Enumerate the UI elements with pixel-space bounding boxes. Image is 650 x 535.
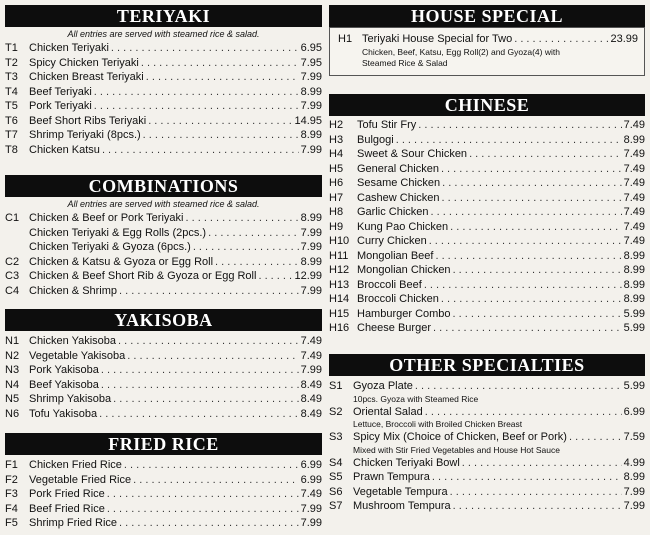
item-price: 8.99 — [300, 212, 322, 224]
item-name: Tofu Stir Fry — [357, 119, 417, 131]
item-name: Beef Short Ribs Teriyaki — [29, 114, 147, 127]
item-price: 7.99 — [623, 485, 645, 498]
item-code: H2 — [329, 119, 344, 131]
item-price: 7.99 — [300, 241, 322, 253]
dot-leader — [193, 240, 299, 255]
item-name: Spicy Mix (Choice of Chicken, Beef or Pork) — [353, 431, 567, 443]
item-code: N1 — [5, 335, 20, 347]
dot-leader — [450, 485, 622, 500]
menu-item-row — [329, 499, 645, 514]
dot-leader — [569, 430, 622, 445]
dot-leader — [453, 307, 622, 322]
item-price: 7.49 — [623, 206, 645, 218]
item-name: Chicken Teriyaki & Gyoza (6pcs.) — [29, 241, 191, 253]
item-list — [5, 41, 322, 157]
item-description: Chicken, Beef, Katsu, Egg Roll(2) and Gyoza(4) with — [362, 46, 560, 57]
item-name: Shrimp Fried Rice — [29, 517, 118, 529]
item-code: S2 — [329, 405, 343, 418]
item-name: Vegetable Fried Rice — [29, 473, 132, 486]
item-list — [329, 379, 645, 514]
menu-item-row — [5, 516, 322, 531]
dot-leader — [462, 456, 622, 471]
item-code: S6 — [329, 485, 343, 498]
item-code: H7 — [329, 191, 344, 204]
item-code: H11 — [329, 249, 349, 262]
item-price: 5.99 — [623, 322, 645, 334]
combinations-section — [5, 175, 322, 298]
item-price: 8.49 — [300, 407, 322, 420]
item-name: Mongolian Chicken — [357, 264, 451, 276]
item-price: 7.99 — [300, 364, 322, 376]
menu-item-row — [5, 240, 322, 255]
item-name: Chicken Teriyaki & Egg Rolls (2pcs.) — [29, 226, 207, 239]
item-price: 7.99 — [300, 284, 322, 297]
item-list — [5, 211, 322, 298]
dot-leader — [119, 516, 299, 531]
item-price: 7.99 — [300, 100, 322, 112]
menu-item-row — [329, 485, 645, 500]
dot-leader — [441, 162, 622, 177]
menu-item-row — [329, 405, 645, 420]
item-name: Teriyaki House Special for Two — [362, 33, 513, 45]
item-name: Oriental Salad — [353, 405, 423, 418]
menu-item-row — [5, 487, 322, 502]
item-code: H5 — [329, 162, 344, 175]
item-name: Kung Pao Chicken — [357, 220, 449, 233]
menu-item-row — [5, 211, 322, 226]
item-name: Mongolian Beef — [357, 249, 434, 262]
menu-item-row — [5, 99, 322, 114]
dot-leader — [107, 487, 299, 502]
menu-item-row — [5, 255, 322, 270]
item-name: Broccoli Chicken — [357, 293, 439, 305]
menu-item-row — [329, 205, 645, 220]
section-title: FRIED RICE — [5, 433, 322, 455]
dot-leader — [450, 220, 621, 235]
section-title: TERIYAKI — [5, 5, 322, 27]
dot-leader — [425, 405, 622, 420]
item-name: Beef Yakisoba — [29, 378, 99, 391]
dot-leader — [118, 334, 299, 349]
item-code: F1 — [5, 459, 18, 471]
dot-leader — [94, 99, 299, 114]
item-name: Gyoza Plate — [353, 380, 413, 392]
menu-item-row — [5, 458, 322, 473]
item-code: H14 — [329, 293, 350, 305]
menu-item-row — [5, 143, 322, 158]
dot-leader — [107, 502, 299, 517]
item-list — [5, 334, 322, 421]
dot-leader — [101, 378, 299, 393]
menu-item-row — [329, 162, 645, 177]
item-price: 7.99 — [300, 143, 322, 156]
item-code: C1 — [5, 212, 20, 224]
item-code: H12 — [329, 264, 350, 276]
menu-item-row — [329, 118, 645, 133]
chinese-section — [329, 94, 645, 336]
dot-leader — [133, 473, 298, 488]
menu-item-row — [5, 334, 322, 349]
item-price: 7.59 — [623, 431, 645, 443]
item-name: Sweet & Sour Chicken — [357, 148, 468, 160]
menu-item-row — [329, 263, 645, 278]
dot-leader — [396, 133, 622, 148]
item-name: Chicken Teriyaki — [29, 42, 109, 54]
section-title: OTHER SPECIALTIES — [329, 354, 645, 376]
item-name: Garlic Chicken — [357, 206, 429, 218]
dot-leader — [102, 143, 299, 158]
item-code: F5 — [5, 517, 18, 529]
item-name: Beef Fried Rice — [29, 502, 105, 515]
dot-leader — [146, 70, 299, 85]
item-code: C3 — [5, 270, 20, 282]
menu-item-row — [5, 407, 322, 422]
item-code: N4 — [5, 378, 20, 391]
item-name: Bulgogi — [357, 133, 394, 146]
section-note: All entries are served with steamed rice & salad. — [67, 199, 260, 209]
item-code: S1 — [329, 380, 343, 392]
item-price: 4.99 — [623, 456, 645, 469]
item-name: Chicken Fried Rice — [29, 459, 122, 471]
dot-leader — [101, 363, 299, 378]
item-price: 7.49 — [623, 119, 645, 131]
item-name: Vegetable Yakisoba — [29, 349, 126, 362]
item-name: Spicy Chicken Teriyaki — [29, 56, 139, 69]
item-description: Lettuce, Broccoli with Broiled Chicken Breast — [353, 419, 523, 429]
menu-item-row — [5, 85, 322, 100]
item-name: Shrimp Yakisoba — [29, 393, 112, 405]
item-list — [5, 458, 322, 531]
menu-item-row — [5, 378, 322, 393]
menu-item-row — [329, 133, 645, 148]
menu-item-row — [5, 56, 322, 71]
dot-leader — [418, 118, 621, 133]
section-title: YAKISOBA — [5, 309, 322, 331]
item-code: H15 — [329, 307, 350, 320]
item-name: Pork Fried Rice — [29, 488, 105, 500]
item-price: 6.99 — [623, 405, 645, 418]
dot-leader — [442, 191, 622, 206]
item-code: S4 — [329, 456, 343, 469]
item-price: 5.99 — [623, 380, 645, 392]
item-price: 7.99 — [623, 500, 645, 512]
item-name: Chicken & Beef Short Rib & Gyoza or Egg Roll — [29, 270, 257, 282]
item-price: 7.95 — [300, 56, 322, 69]
item-price: 7.99 — [300, 71, 322, 83]
item-price: 7.49 — [300, 335, 322, 347]
item-price: 7.49 — [300, 349, 322, 362]
dot-leader — [99, 407, 298, 422]
dot-leader — [119, 284, 299, 299]
item-code: T1 — [5, 42, 18, 54]
menu-item-row — [5, 226, 322, 241]
menu-item-row — [5, 363, 322, 378]
item-code: H3 — [329, 133, 344, 146]
item-code: T7 — [5, 129, 18, 141]
menu-item-row — [329, 456, 645, 471]
item-code: H9 — [329, 220, 344, 233]
dot-leader — [141, 56, 299, 71]
dot-leader — [429, 234, 622, 249]
item-code: N6 — [5, 407, 20, 420]
item-code: H6 — [329, 177, 344, 189]
dot-leader — [469, 147, 622, 162]
item-name: Sesame Chicken — [357, 177, 441, 189]
item-name: Pork Teriyaki — [29, 100, 92, 112]
dot-leader — [514, 32, 608, 47]
item-description: Mixed with Stir Fried Vegetables and House Hot Sauce — [353, 444, 560, 455]
item-name: Prawn Tempura — [353, 471, 430, 483]
menu-item-row — [329, 234, 645, 249]
dot-leader — [148, 114, 292, 129]
yakisoba-section — [5, 309, 322, 421]
item-price: 6.99 — [300, 473, 322, 486]
item-code: C4 — [5, 284, 20, 297]
dot-leader — [111, 41, 299, 56]
item-code: H16 — [329, 322, 350, 334]
item-code: S7 — [329, 500, 343, 512]
item-price: 7.49 — [623, 162, 645, 175]
other-specialties-section — [329, 354, 645, 514]
item-code: H13 — [329, 278, 350, 291]
menu-item-row — [338, 32, 638, 47]
menu-item-row — [329, 307, 645, 322]
item-name: Chicken Yakisoba — [29, 335, 117, 347]
item-price: 8.99 — [300, 85, 322, 98]
item-name: Chicken & Shrimp — [29, 284, 118, 297]
item-name: Hamburger Combo — [357, 307, 451, 320]
menu-item-row — [329, 220, 645, 235]
dot-leader — [453, 263, 622, 278]
item-name: General Chicken — [357, 162, 439, 175]
menu-item-row — [5, 269, 322, 284]
item-code: F3 — [5, 488, 18, 500]
menu-item-row — [329, 176, 645, 191]
item-code: T3 — [5, 71, 18, 83]
item-name: Chicken & Katsu & Gyoza or Egg Roll — [29, 255, 214, 268]
item-code: T5 — [5, 100, 18, 112]
item-price: 7.49 — [623, 177, 645, 189]
item-code: T4 — [5, 85, 18, 98]
menu-item-row — [329, 321, 645, 336]
menu-item-row — [5, 41, 322, 56]
item-price: 8.99 — [623, 293, 645, 305]
item-code: T6 — [5, 114, 18, 127]
item-price: 23.99 — [610, 33, 638, 45]
item-price: 7.49 — [623, 220, 645, 233]
item-name: Tofu Yakisoba — [29, 407, 98, 420]
dot-leader — [453, 499, 622, 514]
item-name: Curry Chicken — [357, 235, 427, 247]
teriyaki-section — [5, 5, 322, 157]
item-price: 8.99 — [300, 129, 322, 141]
item-code: T2 — [5, 56, 18, 69]
item-code: H8 — [329, 206, 344, 218]
fried-rice-section — [5, 433, 322, 531]
item-code: C2 — [5, 255, 20, 268]
item-price: 8.49 — [300, 393, 322, 405]
item-name: Chicken & Beef or Pork Teriyaki — [29, 212, 184, 224]
item-price: 7.99 — [300, 517, 322, 529]
dot-leader — [208, 226, 298, 241]
item-price: 8.99 — [300, 255, 322, 268]
item-code: T8 — [5, 143, 18, 156]
item-list — [329, 118, 645, 336]
menu-item-row — [329, 292, 645, 307]
dot-leader — [143, 128, 299, 143]
dot-leader — [415, 379, 622, 394]
section-title: COMBINATIONS — [5, 175, 322, 197]
menu-item-row — [5, 114, 322, 129]
menu-item-row — [329, 470, 645, 485]
item-name: Chicken Breast Teriyaki — [29, 71, 144, 83]
item-price: 7.99 — [300, 502, 322, 515]
section-title: HOUSE SPECIAL — [329, 5, 645, 27]
item-name: Beef Teriyaki — [29, 85, 92, 98]
item-price: 12.99 — [294, 270, 322, 282]
item-price: 5.99 — [623, 307, 645, 320]
menu-item-row — [329, 191, 645, 206]
item-name: Cashew Chicken — [357, 191, 440, 204]
dot-leader — [113, 392, 298, 407]
item-name: Cheese Burger — [357, 322, 431, 334]
item-price: 7.49 — [623, 235, 645, 247]
item-price: 7.49 — [623, 191, 645, 204]
item-price: 8.99 — [623, 133, 645, 146]
item-code: F2 — [5, 473, 18, 486]
item-code: S5 — [329, 471, 343, 483]
dot-leader — [441, 292, 622, 307]
dot-leader — [442, 176, 621, 191]
item-name: Mushroom Tempura — [353, 500, 451, 512]
dot-leader — [435, 249, 621, 264]
house-special-box — [329, 27, 645, 76]
dot-leader — [433, 321, 622, 336]
menu-item-row — [329, 379, 645, 394]
menu-item-row — [5, 284, 322, 299]
item-code: N2 — [5, 349, 20, 362]
item-code: N5 — [5, 393, 20, 405]
dot-leader — [424, 278, 622, 293]
item-code: N3 — [5, 364, 20, 376]
menu-item-row — [5, 392, 322, 407]
item-name: Chicken Katsu — [29, 143, 100, 156]
item-code: S3 — [329, 431, 343, 443]
item-price: 14.95 — [294, 114, 322, 127]
item-name: Pork Yakisoba — [29, 364, 99, 376]
item-code: H4 — [329, 148, 344, 160]
item-price: 6.99 — [300, 459, 322, 471]
item-price: 6.95 — [300, 42, 322, 54]
dot-leader — [258, 269, 292, 284]
item-name: Shrimp Teriyaki (8pcs.) — [29, 129, 141, 141]
item-price: 8.49 — [300, 378, 322, 391]
menu-item-row — [5, 349, 322, 364]
item-price: 8.99 — [623, 249, 645, 262]
dot-leader — [185, 211, 298, 226]
menu-item-row — [329, 249, 645, 264]
item-price: 8.99 — [623, 264, 645, 276]
section-title: CHINESE — [329, 94, 645, 116]
item-name: Chicken Teriyaki Bowl — [353, 456, 460, 469]
item-code: H10 — [329, 235, 350, 247]
item-price: 7.49 — [623, 148, 645, 160]
item-code: F4 — [5, 502, 18, 515]
dot-leader — [432, 470, 622, 485]
menu-item-row — [5, 128, 322, 143]
menu-item-row — [5, 473, 322, 488]
dot-leader — [94, 85, 299, 100]
menu-item-row — [329, 278, 645, 293]
house-special-section — [329, 5, 645, 76]
menu-item-row — [329, 147, 645, 162]
dot-leader — [127, 349, 298, 364]
item-name: Broccoli Beef — [357, 278, 422, 291]
item-price: 7.49 — [300, 488, 322, 500]
section-note: All entries are served with steamed rice & salad. — [67, 29, 260, 39]
item-code: H1 — [338, 33, 353, 45]
item-price: 7.99 — [300, 226, 322, 239]
item-description: Steamed Rice & Salad — [362, 57, 448, 68]
menu-item-row — [5, 70, 322, 85]
dot-leader — [215, 255, 299, 270]
menu-item-row — [329, 430, 645, 445]
dot-leader — [431, 205, 622, 220]
item-price: 8.99 — [623, 278, 645, 291]
item-name: Vegetable Tempura — [353, 485, 448, 498]
dot-leader — [124, 458, 299, 473]
item-description: 10pcs. Gyoza with Steamed Rice — [353, 393, 479, 404]
item-price: 8.99 — [623, 471, 645, 483]
menu-item-row — [5, 502, 322, 517]
